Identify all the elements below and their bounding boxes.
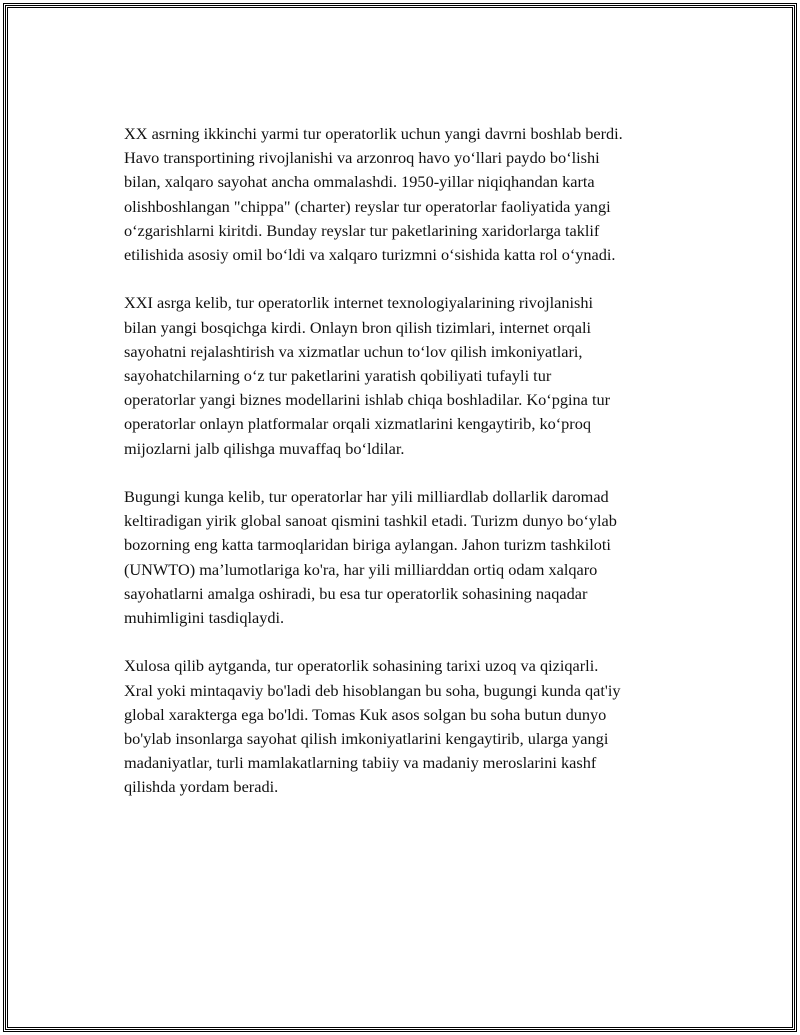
paragraph-21st-century: XXI asrga kelib, tur operatorlik internet texnologiyalarining rivojlanishi bilan yangi bosqichga kirdi. Onlayn bron qilish tizimlari, internet orqali sayohatni rejalashtirish va xizmatlar uchun to‘lov qilish imkoniyatlari, sayohatchilarning o‘z tur paketlarini yaratish qobiliyati tufayli tur operatorlar yangi biznes modellarini ishlab chiqa boshladilar. Ko‘pgina tur operatorlar onlayn platformalar orqali xizmatlarini kengaytirib, ko‘proq mijozlarni jalb qilishga muvaffaq bo‘ldilar. [124,293,611,458]
paragraph-20th-century: XX asrning ikkinchi yarmi tur operatorlik uchun yangi davrni boshlab berdi. Havo transportining rivojlanishi va arzonroq havo yo‘llari paydo bo‘lishi bilan, xalqaro sayohat ancha ommalashdi. 1950-yillar niqiqhandan karta olishboshlangan "chippa" (charter) reyslar tur operatorlar faoliyatida yangi o‘zgarishlarni kiritdi. Bunday reyslar tur paketlarining xaridorlarga taklif etilishida asosiy omil bo‘ldi va xalqaro turizmni o‘sishida katta rol o‘ynadi. [124,124,623,265]
page-border-frame [3,3,797,1032]
document-body [124,122,704,824]
paragraph-conclusion: Xulosa qilib aytganda, tur operatorlik sohasining tarixi uzoq va qiziqarli. Xral yoki mintaqaviy bo'ladi deb hisoblangan bu soha, bugungi kunda qat'iy global xarakterga ega bo'ldi. Tomas Kuk asos solgan bu soha butun dunyo bo'ylab insonlarga sayohat qilish imkoniyatlarini kengaytirib, ularga yangi madaniyatlar, turli mamlakatlarning tabiiy va madaniy meroslarini kashf qilishda yordam beradi. [124,656,621,797]
paragraph-today: Bugungi kunga kelib, tur operatorlar har yili milliardlab dollarlik daromad keltiradigan yirik global sanoat qismini tashkil etadi. Turizm dunyo bo‘ylab bozorning eng katta tarmoqlaridan biriga aylangan. Jahon turizm tashkiloti (UNWTO) ma’lumotlariga ko'ra, har yili milliarddan ortiq odam xalqaro sayohatlarni amalga oshiradi, bu esa tur operatorlik sohasining naqadar muhimligini tasdiqlaydi. [124,487,617,628]
